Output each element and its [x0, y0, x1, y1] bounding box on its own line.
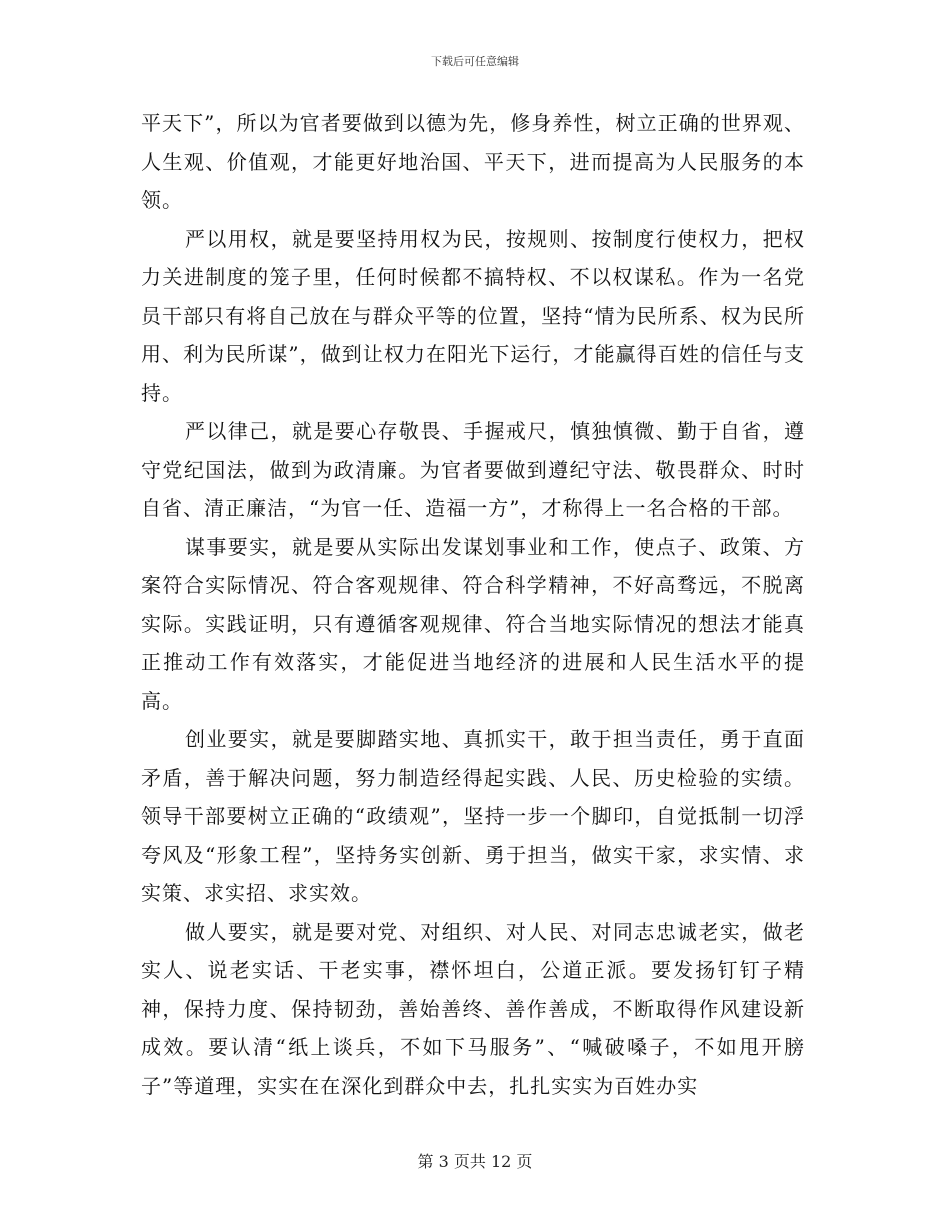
paragraph-strict-self: 严以律己，就是要心存敬畏、手握戒尺，慎独慎微、勤于自省，遵守党纪国法，做到为政清廉。为官者要做到遵纪守法、敬畏群众、时时自省、清正廉洁，“为官一任、造福一方”，才称得上一名合格的干部。	[141, 419, 805, 520]
paragraph-practical-planning: 谋事要实，就是要从实际出发谋划事业和工作，使点子、政策、方案符合实际情况、符合客观规律、符合科学精神，不好高骛远，不脱离实际。实践证明，只有遵循客观规律、符合当地实际情况的想法才能真正推动工作有效落实，才能促进当地经济的进展和人民生活水平的提高。	[141, 534, 805, 713]
paragraph-practical-conduct: 做人要实，就是要对党、对组织、对人民、对同志忠诚老实，做老实人、说老实话、干老实事，襟怀坦白，公道正派。要发扬钉钉子精神，保持力度、保持韧劲，善始善终、善作善成，不断取得作风建设新成效。要认清“纸上谈兵，不如下马服务”、“喊破嗓子，不如甩开膀子”等道理，实实在在深化到群众中去，扎扎实实为百姓办实	[141, 919, 805, 1098]
paragraph-continuation: 平天下”，所以为官者要做到以德为先，修身养性，树立正确的世界观、人生观、价值观，才能更好地治国、平天下，进而提高为人民服务的本领。	[141, 111, 805, 212]
paragraph-practical-career: 创业要实，就是要脚踏实地、真抓实干，敢于担当责任，勇于直面矛盾，善于解决问题，努力制造经得起实践、人民、历史检验的实绩。领导干部要树立正确的“政绩观”，坚持一步一个脚印，自觉抵制一切浮夸风及“形象工程”，坚持务实创新、勇于担当，做实干家，求实情、求实策、求实招、求实效。	[141, 727, 805, 905]
page-header: 下载后可任意编辑	[431, 55, 519, 68]
document-body	[141, 104, 805, 1105]
page-number: 第 3 页共 12 页	[417, 1152, 533, 1171]
paragraph-strict-power: 严以用权，就是要坚持用权为民，按规则、按制度行使权力，把权力关进制度的笼子里，任何时候都不搞特权、不以权谋私。作为一名党员干部只有将自己放在与群众平等的位置，坚持“情为民所系、权为民所用、利为民所谋”，做到让权力在阳光下运行，才能赢得百姓的信任与支持。	[141, 226, 805, 405]
